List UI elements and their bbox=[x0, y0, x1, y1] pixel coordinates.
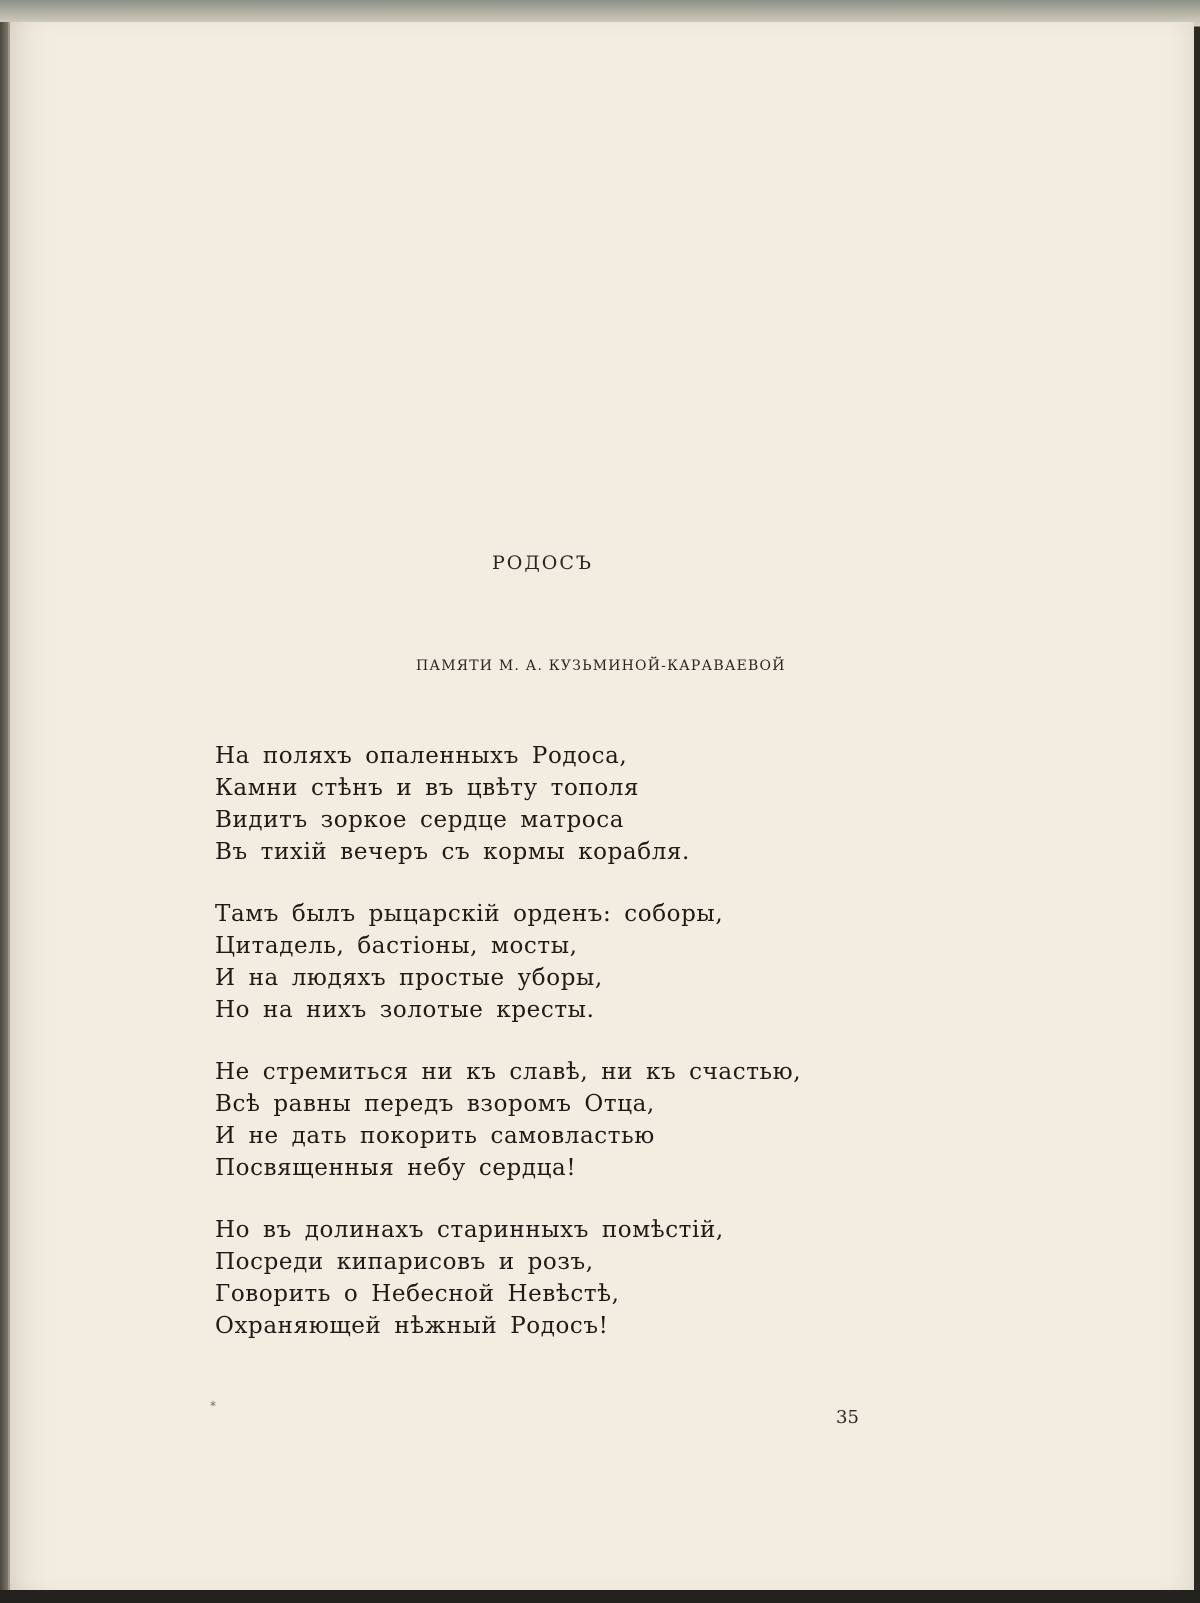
stanza-4 bbox=[215, 1214, 875, 1342]
stanza-3 bbox=[215, 1056, 875, 1184]
poem-line: Не стремиться ни къ славѣ, ни къ счастью, bbox=[215, 1059, 802, 1085]
poem-line: Камни стѣнъ и въ цвѣту тополя bbox=[215, 775, 640, 801]
poem-title: РОДОСЪ bbox=[492, 552, 594, 574]
stanza-2 bbox=[215, 898, 875, 1026]
poem-line: Тамъ былъ рыцарскiй орденъ: соборы, bbox=[215, 901, 724, 927]
poem-line: На поляхъ опаленныхъ Родоса, bbox=[215, 743, 628, 769]
page-number: 35 bbox=[836, 1407, 859, 1428]
poem-line: Видитъ зоркое сердце матроса bbox=[215, 807, 625, 833]
poem-line: Но на нихъ золотые кресты. bbox=[215, 997, 595, 1023]
poem-body bbox=[215, 740, 875, 1372]
poem-line: Всѣ равны передъ взоромъ Отца, bbox=[215, 1091, 655, 1117]
scan-bottom-edge bbox=[0, 1590, 1200, 1603]
dedication-line: ПАМЯТИ М. А. КУЗЬМИНОЙ-КАРАВАЕВОЙ bbox=[416, 658, 786, 674]
stanza-1 bbox=[215, 740, 875, 868]
poem-line: И не дать покорить самовластью bbox=[215, 1123, 655, 1149]
page-sheet bbox=[8, 22, 1194, 1590]
poem-line: И на людяхъ простые уборы, bbox=[215, 965, 603, 991]
poem-line: Цитадель, бастiоны, мосты, bbox=[215, 933, 578, 959]
book-spine-edge bbox=[0, 22, 8, 1590]
poem-line: Но въ долинахъ старинныхъ помѣстiй, bbox=[215, 1217, 724, 1243]
poem-line: Говорить о Небесной Невѣстѣ, bbox=[215, 1281, 620, 1307]
poem-line: Посвященныя небу сердца! bbox=[215, 1155, 577, 1181]
poem-line: Охраняющей нѣжный Родосъ! bbox=[215, 1313, 609, 1339]
poem-line: Въ тихiй вечеръ съ кормы корабля. bbox=[215, 839, 690, 865]
ornament-mark: ⁎ bbox=[210, 1395, 216, 1409]
poem-line: Посреди кипарисовъ и розъ, bbox=[215, 1249, 594, 1275]
